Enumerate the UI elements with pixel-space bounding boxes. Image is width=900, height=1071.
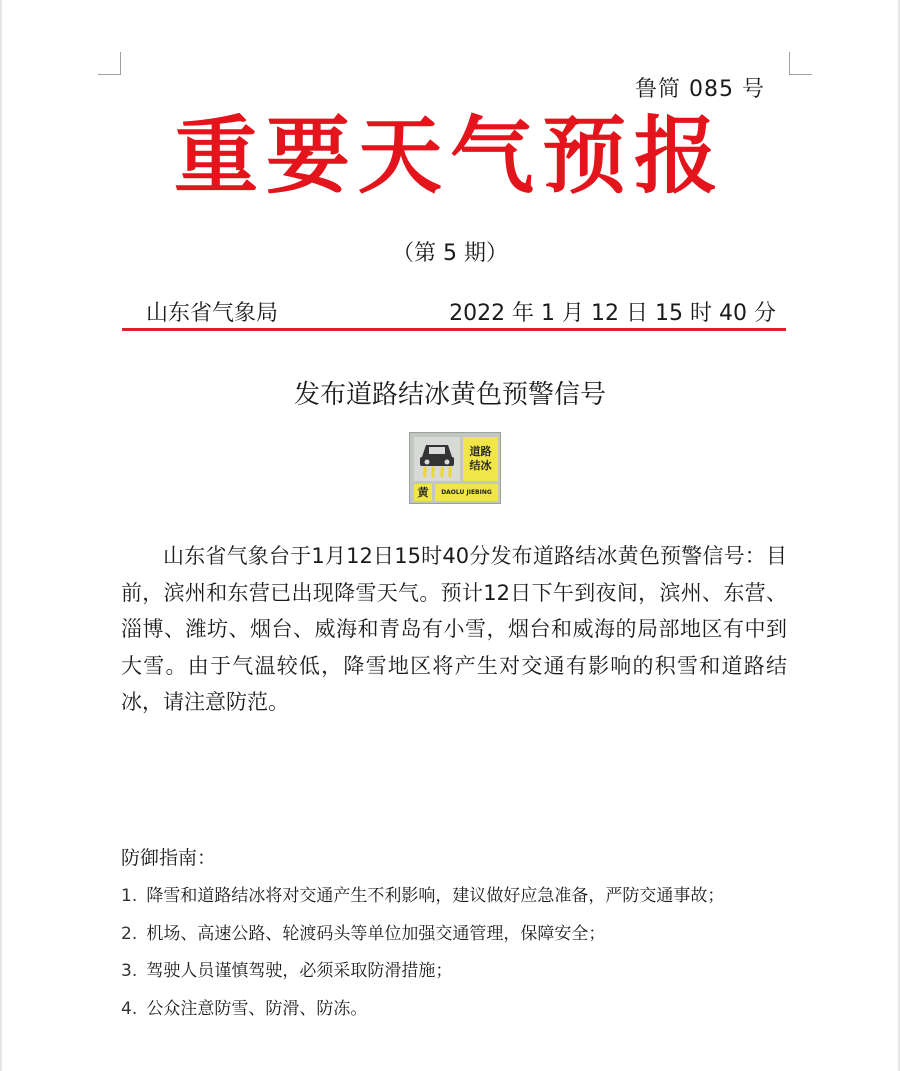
list-item-number: 2.: [121, 923, 138, 944]
warning-title: 发布道路结冰黄色预警信号: [293, 380, 606, 410]
defense-guide-list: [121, 878, 801, 1028]
list-item-text: 公众注意防雪、防滑、防冻。: [146, 998, 368, 1019]
list-item: [121, 878, 801, 916]
list-item-number: 4.: [121, 998, 138, 1019]
list-item: [121, 953, 801, 991]
signal-level: 黄: [414, 484, 432, 501]
signal-pinyin: DAOLU JIEBING: [435, 484, 498, 501]
road-icing-warning-icon: [409, 432, 501, 504]
signal-label: [463, 437, 498, 481]
signal-label-line2: 结冰: [469, 459, 492, 472]
list-item-number: 1.: [121, 886, 138, 906]
skidding-car-icon: [414, 437, 460, 481]
issuer: 山东省气象局: [146, 301, 279, 326]
warning-body-paragraph: 山东省气象台于1月12日15时40分发布道路结冰黄色预警信号：目前，滨州和东营已出现降雪天气。预计12日下午到夜间，滨州、东营、淄博、潍坊、烟台、威海和青岛有小雪，烟台和威海的局部地区有中到大雪。由于气温较低，降雪地区将产生对交通有影响的积雪和道路结冰，请注意防范。: [121, 544, 787, 714]
car-skid-icon: [414, 437, 460, 481]
list-item: [121, 991, 801, 1029]
issuer-row: [122, 292, 786, 331]
issue-number: （第 5 期）: [392, 241, 508, 266]
crop-mark-top-right: [789, 52, 812, 75]
signal-label-line1: 道路: [469, 445, 492, 458]
defense-guide-heading: 防御指南：: [121, 847, 217, 869]
issue-time: 2022 年 1 月 12 日 15 时 40 分: [449, 301, 776, 326]
list-item-text: 机场、高速公路、轮渡码头等单位加强交通管理，保障安全；: [146, 923, 606, 944]
list-item-text: 降雪和道路结冰将对交通产生不利影响，建议做好应急准备，严防交通事故；: [146, 886, 725, 906]
document-title: 重要天气预报: [173, 107, 726, 205]
crop-mark-top-left: [98, 52, 121, 75]
list-item-text: 驾驶人员谨慎驾驶，必须采取防滑措施；: [146, 961, 453, 981]
list-item: [121, 916, 801, 954]
document-number: 鲁简 085 号: [635, 77, 765, 102]
list-item-number: 3.: [121, 961, 138, 981]
